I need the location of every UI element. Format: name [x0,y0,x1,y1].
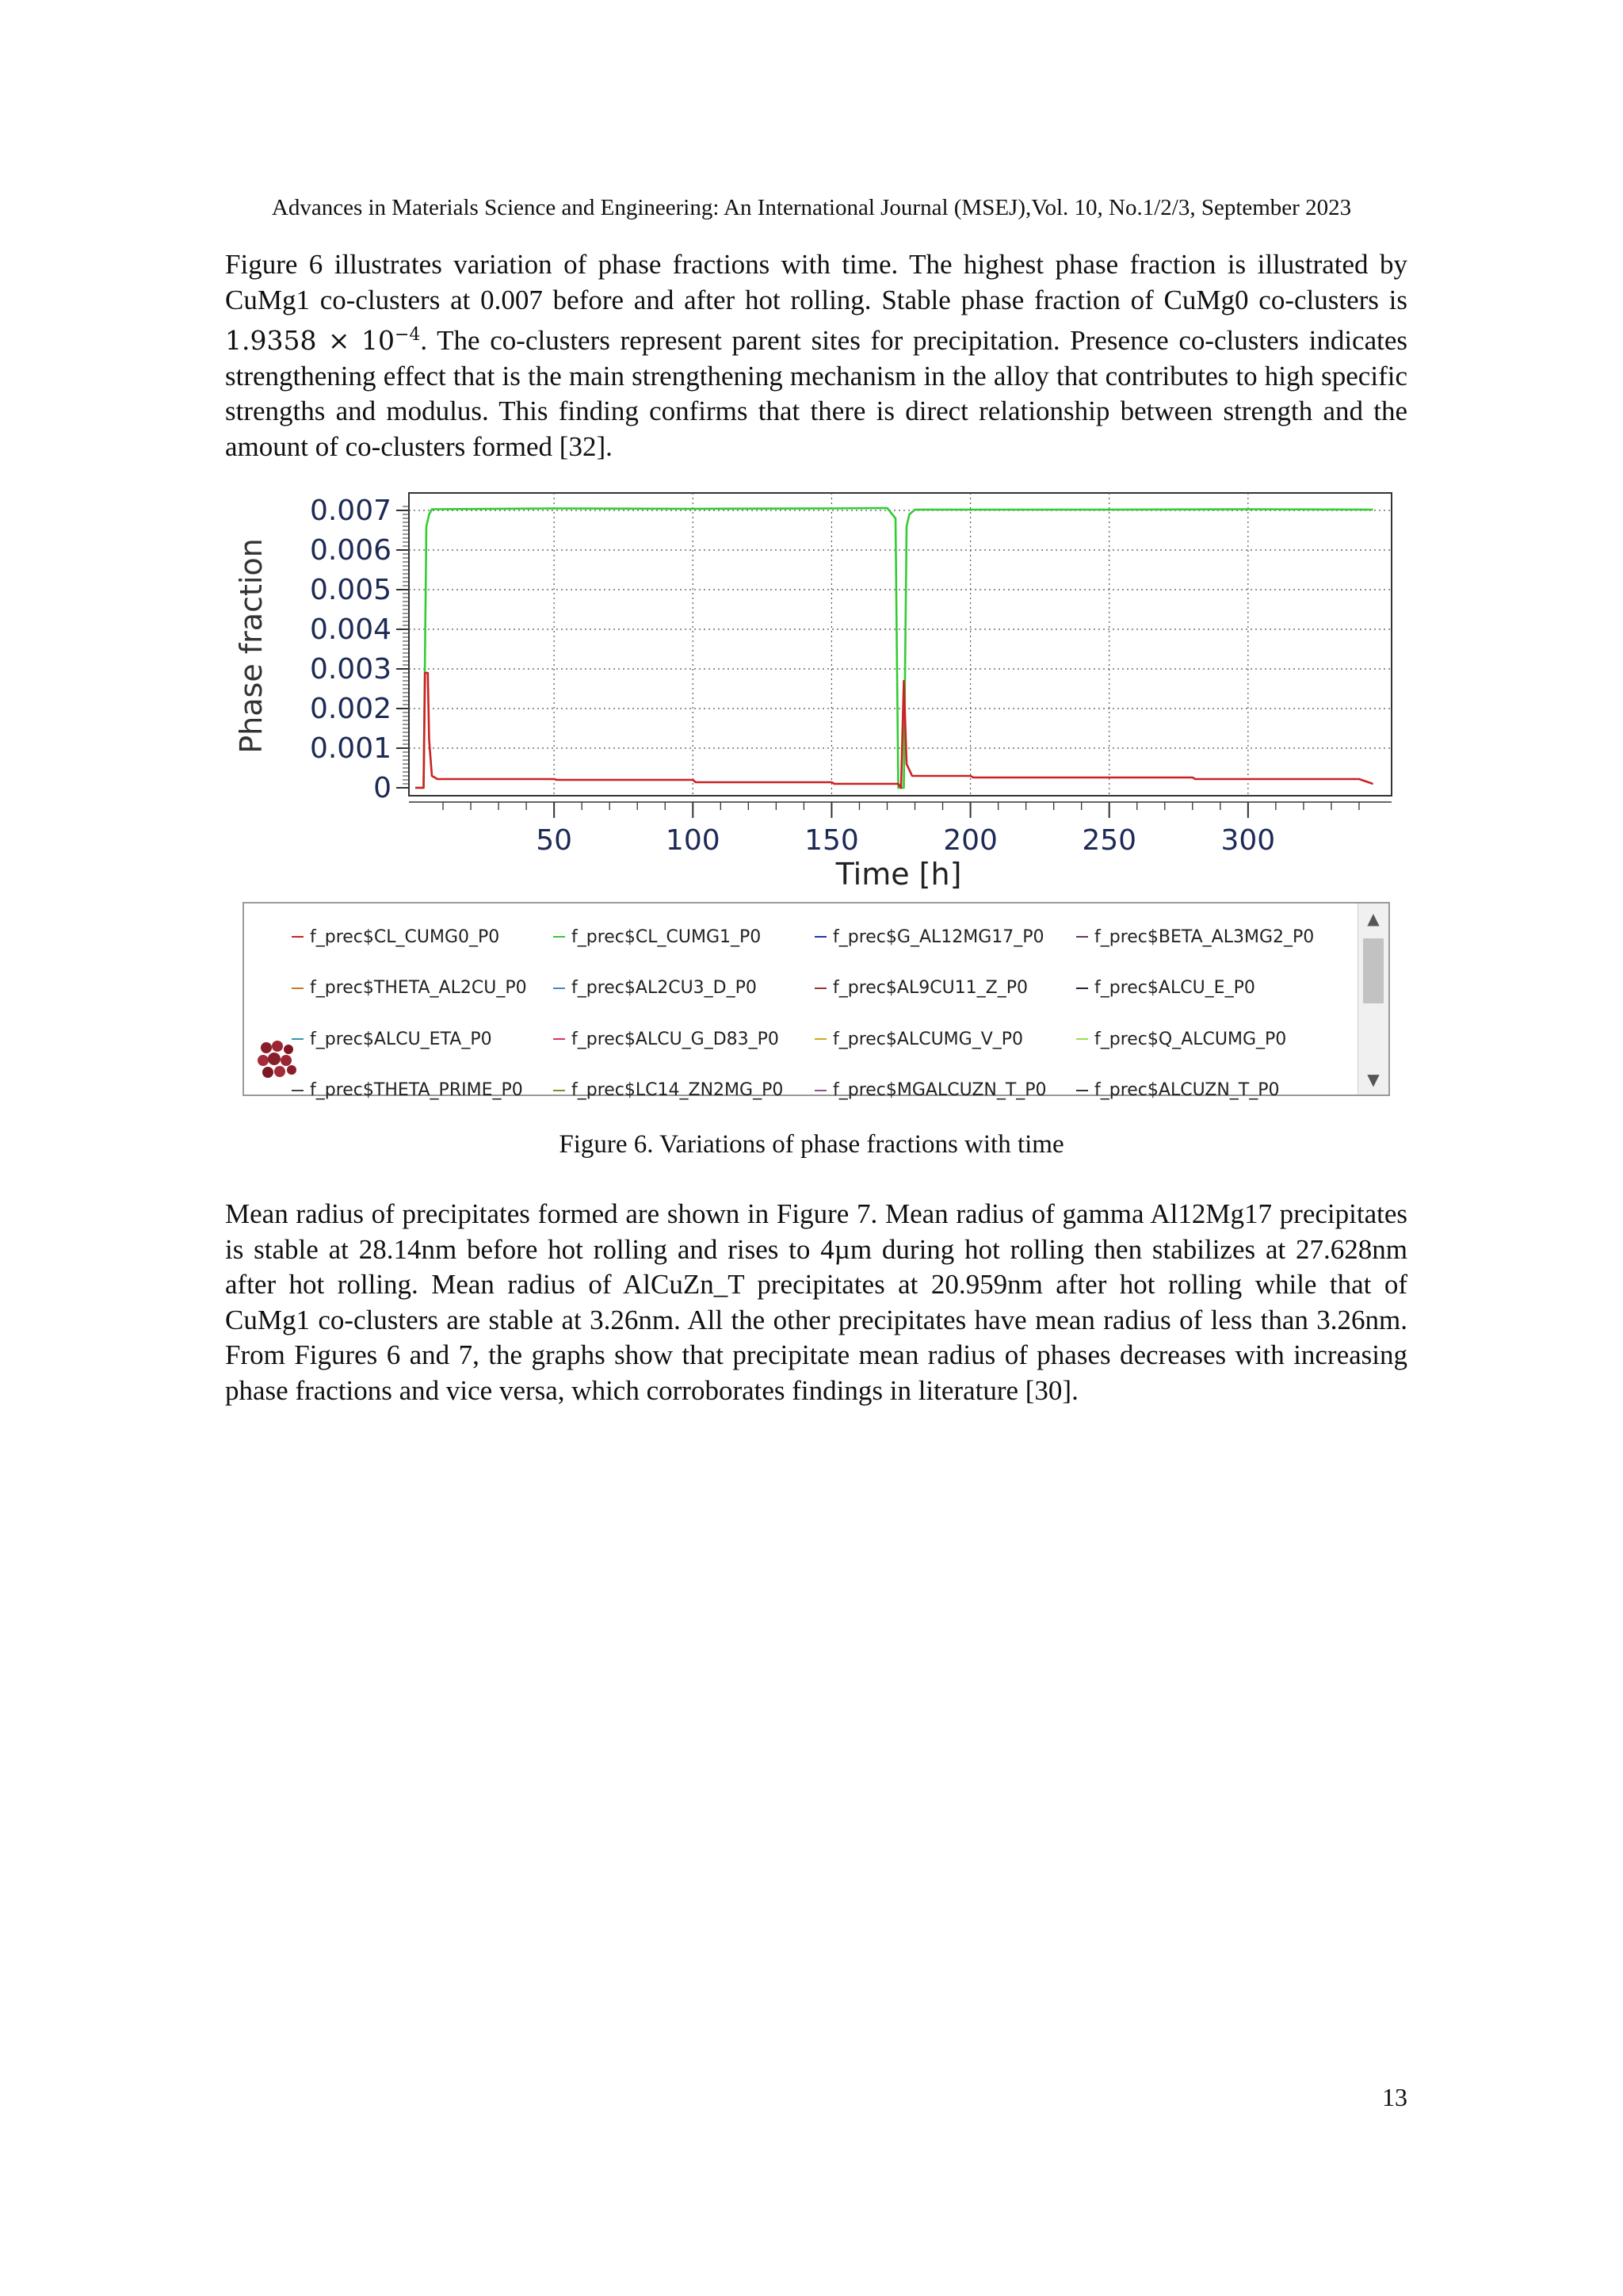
legend-item [1076,1014,1322,1065]
legend-grid [292,911,1322,1101]
paragraph1-text-before: Figure 6 illustrates variation of phase fractions with time. The highest phase fraction is illustrated by CuMg1 co-clusters at 0.007 before and after hot rolling. Stable phase fraction of CuMg0 co-clusters is [225,249,1407,315]
legend-item [815,1014,1076,1065]
legend-label: f_prec$AL9CU11_Z_P0 [833,978,1028,999]
legend-label: f_prec$ALCU_G_D83_P0 [571,1029,779,1049]
y-tick-label: 0.005 [309,574,391,606]
page-number: 13 [1382,2083,1407,2111]
legend-item [292,1065,553,1117]
y-axis-label: Phase fraction [234,538,269,754]
y-tick-label: 0.003 [309,653,391,686]
paragraph-mean-radius: Mean radius of precipitates formed are shown in Figure 7. Mean radius of gamma Al12Mg17 precipitates is stable at 28.14nm before hot rolling and rises to 4µm during hot rolling then stabilizes at 27.628nm after hot rolling. Mean radius of AlCuZn_T precipitates at 20.959nm after hot rolling while that of CuMg1 co-clusters are stable at 3.26nm. All the other precipitates have mean radius of less than 3.26nm. From Figures 6 and 7, the graphs show that precipitate mean radius of phases decreases with increasing phase fractions and vice versa, which corroborates findings in literature [30]. [225,1198,1407,1406]
legend-swatch [815,1038,827,1040]
legend-item [553,911,815,963]
figure-caption: Figure 6. Variations of phase fractions with time [559,1130,1064,1159]
legend-label: f_prec$AL2CU3_D_P0 [571,978,757,999]
legend-item [553,963,815,1014]
legend-swatch [1076,988,1088,989]
legend-item [553,1014,815,1065]
y-tick-label: 0 [373,772,391,804]
legend-label: f_prec$MGALCUZN_T_P0 [833,1080,1047,1101]
x-tick-label: 250 [1082,824,1137,857]
legend-swatch [1076,1038,1088,1040]
atom-cluster-icon [255,1038,303,1086]
x-tick-label: 150 [804,824,859,857]
legend-swatch [292,936,304,938]
legend-item [1076,911,1322,963]
legend-item [1076,963,1322,1014]
scroll-thumb[interactable] [1363,938,1384,1003]
legend-label: f_prec$ALCU_E_P0 [1094,978,1255,999]
legend-item [292,963,553,1014]
legend-label: f_prec$CL_CUMG0_P0 [310,926,500,947]
phase-fraction-chart [234,483,1395,911]
x-tick-label: 300 [1220,824,1276,857]
x-axis-label: Time [h] [835,857,962,892]
y-tick-label: 0.002 [309,693,391,725]
legend-item [553,1065,815,1117]
legend-swatch [553,988,565,989]
legend-label: f_prec$BETA_AL3MG2_P0 [1094,926,1315,947]
legend-swatch [292,1090,304,1091]
legend-label: f_prec$CL_CUMG1_P0 [571,926,762,947]
legend-swatch [292,988,304,989]
legend-swatch [553,1038,565,1040]
legend-swatch [815,1090,827,1091]
legend-label: f_prec$Q_ALCUMG_P0 [1094,1029,1287,1049]
math-expression: $1.9358 \times 10^{-4}$ [225,325,421,356]
legend-label: f_prec$ALCU_ETA_P0 [310,1029,492,1049]
legend-panel [242,902,1390,1101]
legend-swatch [1076,1090,1088,1091]
legend-label: f_prec$THETA_PRIME_P0 [310,1080,523,1101]
paragraph1-text-after: . The co-clusters represent parent sites for precipitation. Presence co-clusters indicates strengthening effect that is the main strengthening mechanism in the alloy that contributes to high specific strengths and modulus. This finding confirms that there is direct relationship between strength and the amount of co-clusters formed [32]. [225,325,1407,462]
legend-item [815,911,1076,963]
chart-svg [234,483,1395,911]
paragraph-figure6-discussion [225,247,1407,464]
legend-label: f_prec$ALCUZN_T_P0 [1094,1080,1280,1101]
x-tick-label: 100 [665,824,720,857]
x-tick-label: 200 [943,824,998,857]
y-tick-label: 0.006 [309,534,391,567]
y-tick-label: 0.007 [309,495,391,527]
legend-swatch [1076,936,1088,938]
legend-label: f_prec$ALCUMG_V_P0 [833,1029,1024,1049]
plot-area-frame [409,493,1392,796]
legend-item [815,963,1076,1014]
legend-swatch [815,988,827,989]
legend-item [292,1014,553,1065]
scroll-down-arrow-icon[interactable]: ▼ [1367,1070,1380,1089]
legend-swatch [553,936,565,938]
legend-swatch [815,936,827,938]
journal-header: Advances in Materials Science and Engineering: An International Journal (MSEJ),Vol. 10, No.1/2/3, September 2023 [271,195,1352,220]
y-tick-label: 0.004 [309,613,391,646]
legend-label: f_prec$THETA_AL2CU_P0 [310,978,527,999]
legend-item [292,911,553,963]
legend-scrollbar[interactable] [1358,904,1388,1095]
legend-item [1076,1065,1322,1117]
x-tick-label: 50 [536,824,573,857]
legend-label: f_prec$G_AL12MG17_P0 [833,926,1044,947]
legend-swatch [553,1090,565,1091]
y-tick-label: 0.001 [309,732,391,765]
scroll-up-arrow-icon[interactable]: ▲ [1367,909,1380,928]
legend-item [815,1065,1076,1117]
legend-label: f_prec$LC14_ZN2MG_P0 [571,1080,784,1101]
